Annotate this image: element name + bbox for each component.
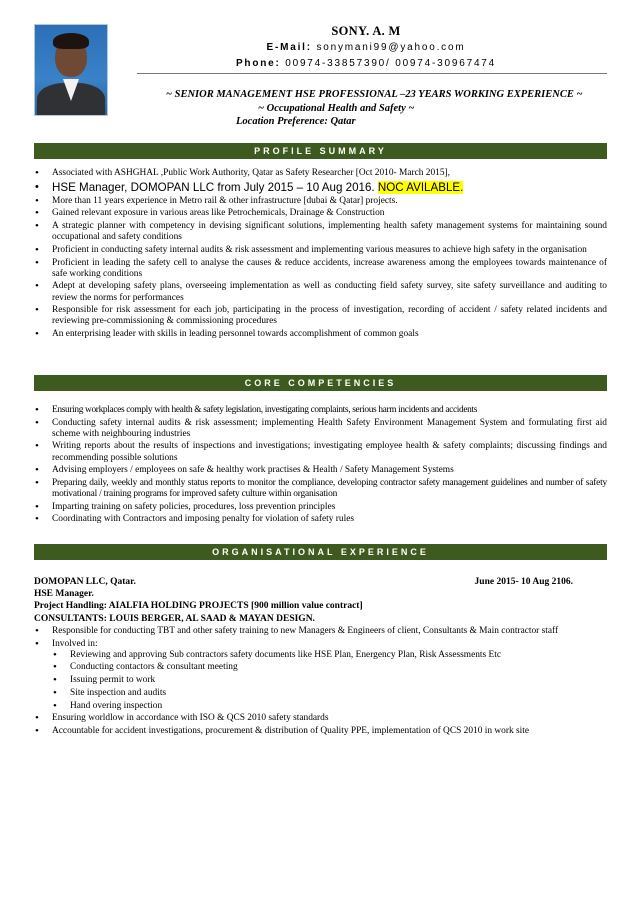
list-item: • Gained relevant exposure in various areas like Petrochemicals, Drainage & Construction: [34, 208, 607, 219]
tagline-experience: ~ SENIOR MANAGEMENT HSE PROFESSIONAL –23 YEARS WORKING EXPERIENCE ~: [166, 89, 583, 100]
profile-summary-list: [34, 168, 607, 342]
list-item: • Responsible for conducting TBT and other safety training to new Managers & Engineers of client, Consultants & Main contractor staff: [34, 626, 607, 637]
consultants: CONSULTANTS: LOUIS BERGER, AL SAAD & MAYAN DESIGN.: [34, 613, 315, 624]
involved-in-sublist: [52, 650, 607, 712]
sub-list-item: • Issuing permit to work: [52, 675, 607, 686]
company-row: [34, 576, 607, 588]
noc-highlight: NOC AVILABLE.: [377, 180, 464, 194]
list-item: • Proficient in leading the safety cell to analyse the causes & reduce accidents, increase awareness among the employees towards maintenance of safe working conditions: [34, 258, 607, 280]
experience-header: [34, 576, 607, 625]
sub-list-item: • Site inspection and audits: [52, 688, 607, 699]
list-item: • Responsible for risk assessment for each job, participating in the process of investigation, recording of accident / safety related incidents and reviewing pre-commissioning & commissioning procedures: [34, 305, 607, 327]
email-value: sonymani99@yahoo.com: [316, 42, 466, 53]
list-item-text: HSE Manager, DOMOPAN LLC from July 2015 – 10 Aug 2016.: [52, 180, 378, 194]
list-item: • Coordinating with Contractors and imposing penalty for violation of safety rules: [34, 514, 607, 525]
sub-list-item: • Hand overing inspection: [52, 701, 607, 712]
employment-dates: June 2015- 10 Aug 2106.: [474, 577, 573, 587]
list-item: • Conducting safety internal audits & risk assessment; implementing Health Safety Environment Management System and formulating first aid scheme with neighbouring industries: [34, 418, 607, 440]
phone-line: [0, 58, 638, 69]
list-item: [34, 181, 607, 195]
experience-responsibilities-list: [34, 626, 607, 739]
company-name: DOMOPAN LLC, Qatar.: [34, 577, 136, 587]
list-item: • A strategic planner with competency in devising significant solutions, implementing health safety management systems for maintaining sound occupational and safety conditions: [34, 221, 607, 243]
list-item: [34, 639, 607, 712]
candidate-name: SONY. A. M: [331, 24, 401, 38]
sub-list-item: • Conducting contactors & consultant meeting: [52, 662, 607, 673]
list-item: • Ensuring workplaces comply with health & safety legislation, investigating complaints, serious harm incidents and accidents: [34, 405, 607, 416]
sub-list-item: • Reviewing and approving Sub contractors safety documents like HSE Plan, Energency Plan, Risk Assessments Etc: [52, 650, 607, 661]
list-item: • Accountable for accident investigations, procurement & distribution of Quality PPE, implementation of QCS 2010 in work site: [34, 726, 607, 737]
list-item: • Imparting training on safety policies, procedures, loss prevention principles: [34, 502, 607, 513]
list-item: • Associated with ASHGHAL ,Public Work Authority, Qatar as Safety Researcher [Oct 2010- March 2015],: [34, 168, 607, 179]
profile-summary-heading: PROFILE SUMMARY: [34, 143, 607, 159]
email-label: E-Mail:: [266, 42, 312, 53]
email-line: [0, 42, 638, 53]
job-title: HSE Manager.: [34, 589, 94, 600]
list-item: • Advising employers / employees on safe & healthy work practises & Health / Safety Management Systems: [34, 465, 607, 476]
core-competencies-list: [34, 405, 607, 527]
core-competencies-heading: CORE COMPETENCIES: [34, 375, 607, 391]
header-divider: [137, 73, 607, 74]
tagline-specialty: ~ Occupational Health and Safety ~: [258, 103, 415, 114]
list-item-text: Involved in:: [52, 638, 98, 649]
tagline-location: Location Preference: Qatar: [236, 116, 356, 127]
project-handling: Project Handling: AIALFIA HOLDING PROJECTS [900 million value contract]: [34, 601, 363, 612]
list-item: • Writing reports about the results of inspections and investigations; investigating employee health & safety complaints; discussing findings and recommending possible solutions: [34, 441, 607, 463]
phone-value: 00974-33857390/ 00974-30967474: [285, 58, 497, 69]
list-item: • Preparing daily, weekly and monthly status reports to monitor the compliance, developing contractor safety management guidelines and number of safety motivational / training programs for improved safety culture within organisation: [34, 478, 607, 500]
organisational-experience-heading: ORGANISATIONAL EXPERIENCE: [34, 544, 607, 560]
list-item: • Adept at developing safety plans, overseeing implementation as well as conducting field safety survey, site safety surveillance and auditing to review the norms for performances: [34, 281, 607, 303]
list-item: • More than 11 years experience in Metro rail & other infrastructure [dubai & Qatar] projects.: [34, 196, 607, 207]
phone-label: Phone:: [235, 58, 281, 69]
list-item: • Ensuring worldlow in accordance with ISO & QCS 2010 safety standards: [34, 713, 607, 724]
list-item: • An enterprising leader with skills in leading personnel towards accomplishment of common goals: [34, 329, 607, 340]
list-item: • Proficient in conducting safety internal audits & risk assessment and implementing various measures to achieve high safety in the organisation: [34, 245, 607, 256]
